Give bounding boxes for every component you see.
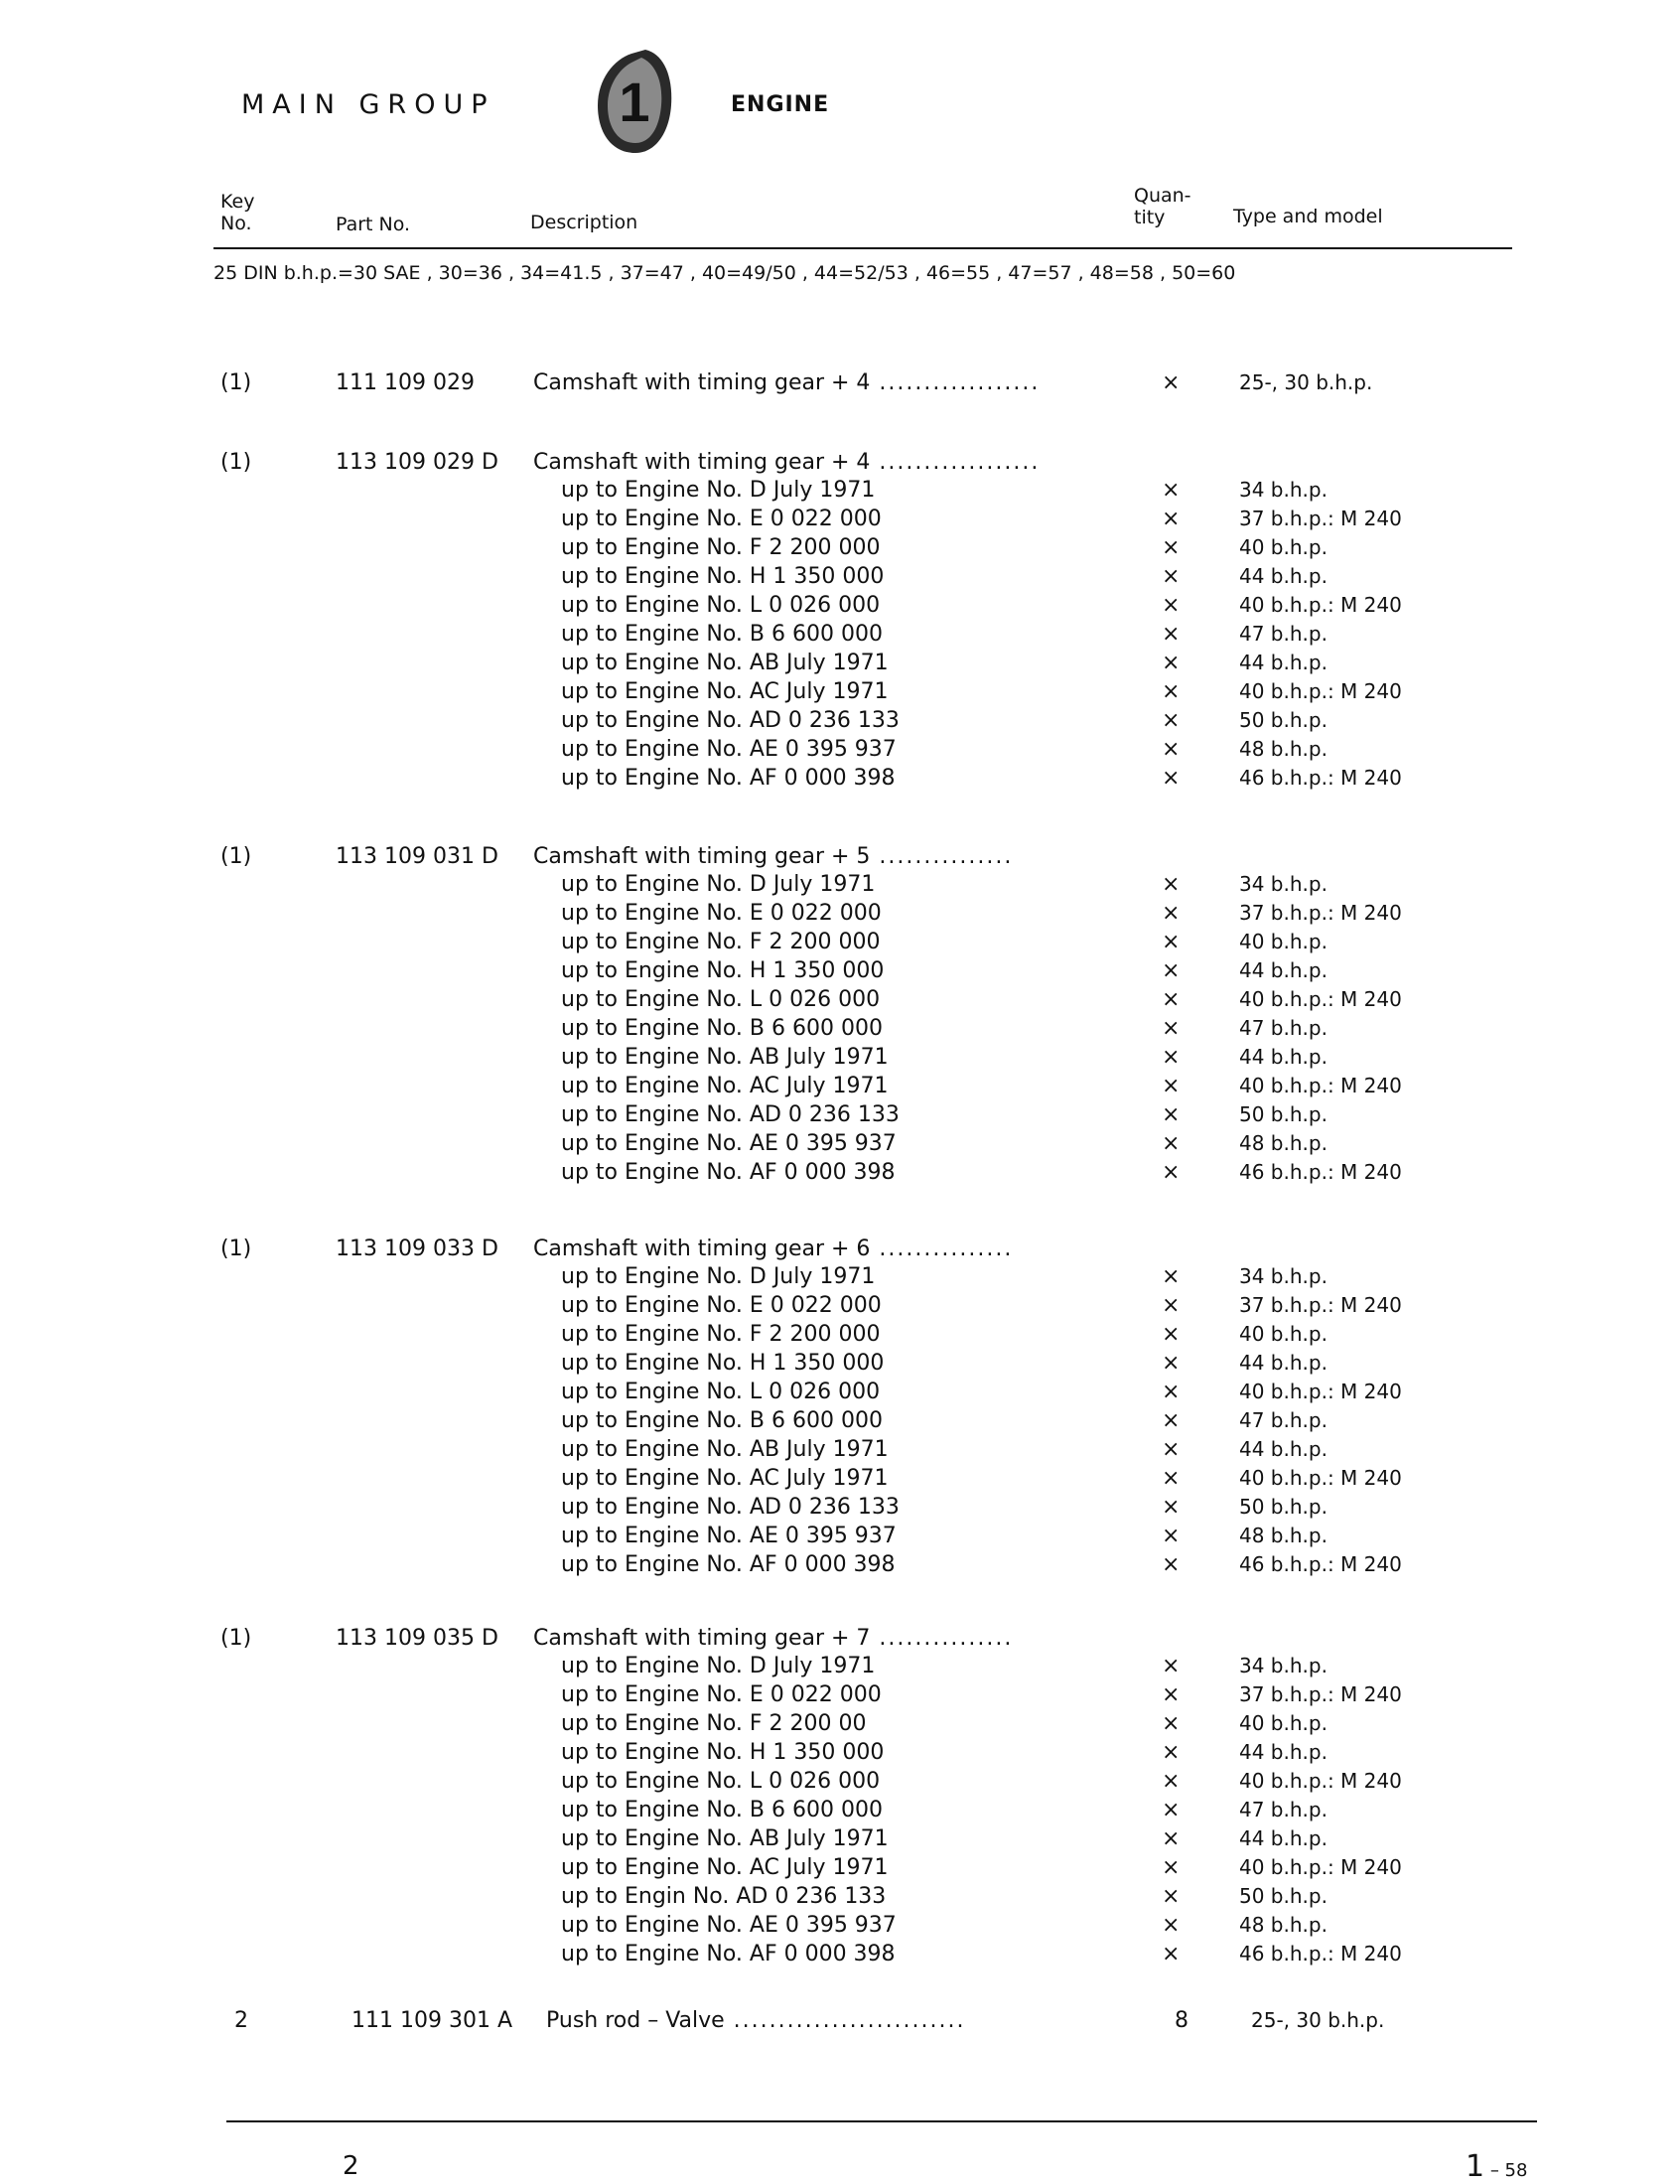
part-number: 113 109 029 D (336, 450, 498, 475)
engine-range: up to Engine No. AF 0 000 398 (561, 766, 896, 791)
sub-row (0, 564, 1680, 594)
quantity: × (1162, 564, 1181, 589)
sub-row (0, 1380, 1680, 1409)
engine-range: up to Engine No. D July 1971 (561, 1654, 876, 1678)
quantity: × (1162, 1437, 1181, 1462)
sub-row (0, 1131, 1680, 1161)
engine-range: up to Engine No. E 0 022 000 (561, 901, 882, 926)
col-quantity: Quan- tity (1134, 185, 1191, 228)
sub-row (0, 1682, 1680, 1712)
engine-range: up to Engine No. F 2 200 000 (561, 535, 881, 560)
type-model: 40 b.h.p.: M 240 (1239, 1855, 1402, 1879)
engine-range: up to Engin No. AD 0 236 133 (561, 1884, 887, 1909)
quantity: × (1162, 1495, 1181, 1520)
engine-range: up to Engine No. H 1 350 000 (561, 1740, 885, 1765)
group-badge-icon (592, 46, 677, 161)
engine-range: up to Engine No. H 1 350 000 (561, 564, 885, 589)
type-model: 46 b.h.p.: M 240 (1239, 1160, 1402, 1184)
engine-range: up to Engine No. AC July 1971 (561, 679, 889, 704)
engine-range: up to Engine No. E 0 022 000 (561, 507, 882, 531)
sub-row (0, 1884, 1680, 1914)
quantity: × (1162, 1351, 1181, 1376)
sub-row (0, 1102, 1680, 1132)
engine-range: up to Engine No. F 2 200 000 (561, 1322, 881, 1347)
quantity: × (1162, 1654, 1181, 1678)
type-model: 40 b.h.p.: M 240 (1239, 679, 1402, 703)
sub-row (0, 1293, 1680, 1323)
header-rule (213, 247, 1512, 249)
type-model: 50 b.h.p. (1239, 1495, 1328, 1519)
type-model: 44 b.h.p. (1239, 1740, 1328, 1764)
engine-range: up to Engine No. B 6 600 000 (561, 1408, 883, 1433)
sub-row (0, 651, 1680, 680)
sub-row (0, 1495, 1680, 1525)
engine-range: up to Engine No. AE 0 395 937 (561, 1524, 897, 1548)
sub-row (0, 1826, 1680, 1856)
engine-range: up to Engine No. AC July 1971 (561, 1074, 889, 1098)
quantity: × (1162, 1855, 1181, 1880)
quantity: × (1162, 622, 1181, 647)
parts-row (0, 844, 1680, 874)
quantity: × (1162, 901, 1181, 926)
quantity: × (1162, 593, 1181, 618)
section-title: ENGINE (731, 92, 830, 117)
key-no: (1) (220, 844, 252, 869)
quantity: × (1162, 1016, 1181, 1041)
quantity: × (1162, 370, 1181, 395)
type-model: 44 b.h.p. (1239, 651, 1328, 674)
quantity: × (1162, 1131, 1181, 1156)
engine-range: up to Engine No. B 6 600 000 (561, 622, 883, 647)
sub-row (0, 1740, 1680, 1770)
type-model: 40 b.h.p. (1239, 535, 1328, 559)
engine-range: up to Engine No. L 0 026 000 (561, 593, 881, 618)
type-model: 47 b.h.p. (1239, 1408, 1328, 1432)
type-model: 50 b.h.p. (1239, 1884, 1328, 1908)
quantity: × (1162, 1740, 1181, 1765)
engine-range: up to Engine No. AD 0 236 133 (561, 1495, 900, 1520)
type-model: 40 b.h.p.: M 240 (1239, 593, 1402, 617)
engine-range: up to Engine No. AC July 1971 (561, 1466, 889, 1491)
quantity: × (1162, 651, 1181, 675)
part-number: 111 109 029 (336, 370, 475, 395)
engine-range: up to Engine No. AB July 1971 (561, 1826, 889, 1851)
engine-range: up to Engine No. AF 0 000 398 (561, 1160, 896, 1185)
engine-range: up to Engine No. D July 1971 (561, 872, 876, 897)
engine-range: up to Engine No. AB July 1971 (561, 651, 889, 675)
sub-row (0, 958, 1680, 988)
engine-range: up to Engine No. AD 0 236 133 (561, 708, 900, 733)
engine-range: up to Engine No. F 2 200 00 (561, 1711, 867, 1736)
sub-row (0, 708, 1680, 738)
quantity: 8 (1175, 2008, 1189, 2033)
quantity: × (1162, 478, 1181, 503)
type-model: 40 b.h.p.: M 240 (1239, 987, 1402, 1011)
quantity: × (1162, 535, 1181, 560)
type-model: 37 b.h.p.: M 240 (1239, 1293, 1402, 1317)
engine-range: up to Engine No. L 0 026 000 (561, 1769, 881, 1794)
quantity: × (1162, 1884, 1181, 1909)
type-model: 48 b.h.p. (1239, 1131, 1328, 1155)
type-model: 40 b.h.p.: M 240 (1239, 1466, 1402, 1490)
quantity: × (1162, 1913, 1181, 1938)
quantity: × (1162, 1769, 1181, 1794)
key-no: 2 (234, 2008, 248, 2033)
key-no: (1) (220, 1626, 252, 1651)
sub-row (0, 1264, 1680, 1294)
quantity: × (1162, 1826, 1181, 1851)
sub-row (0, 1045, 1680, 1075)
quantity: × (1162, 679, 1181, 704)
type-model: 34 b.h.p. (1239, 478, 1328, 502)
part-number: 111 109 301 A (351, 2008, 513, 2033)
type-model: 25-, 30 b.h.p. (1239, 370, 1373, 394)
quantity: × (1162, 766, 1181, 791)
quantity: × (1162, 1102, 1181, 1127)
sub-row (0, 1855, 1680, 1885)
col-description: Description (530, 212, 638, 233)
quantity: × (1162, 1466, 1181, 1491)
type-model: 40 b.h.p.: M 240 (1239, 1074, 1402, 1097)
quantity: × (1162, 1074, 1181, 1098)
engine-range: up to Engine No. L 0 026 000 (561, 1380, 881, 1404)
type-model: 48 b.h.p. (1239, 737, 1328, 761)
sub-row (0, 1552, 1680, 1582)
key-no: (1) (220, 450, 252, 475)
quantity: × (1162, 1160, 1181, 1185)
sub-row (0, 872, 1680, 902)
engine-range: up to Engine No. L 0 026 000 (561, 987, 881, 1012)
sub-row (0, 1942, 1680, 1971)
col-key-no: Key No. (220, 191, 255, 234)
type-model: 34 b.h.p. (1239, 1264, 1328, 1288)
engine-range: up to Engine No. F 2 200 000 (561, 930, 881, 954)
type-model: 37 b.h.p.: M 240 (1239, 901, 1402, 925)
part-number: 113 109 035 D (336, 1626, 498, 1651)
type-model: 46 b.h.p.: M 240 (1239, 766, 1402, 790)
engine-range: up to Engine No. E 0 022 000 (561, 1682, 882, 1707)
description: Camshaft with timing gear + 7 ............... (533, 1626, 1014, 1651)
quantity: × (1162, 1552, 1181, 1577)
part-number: 113 109 033 D (336, 1237, 498, 1261)
main-group-title: MAIN GROUP (241, 89, 495, 120)
sub-row (0, 1160, 1680, 1190)
parts-row (0, 450, 1680, 480)
sub-row (0, 1322, 1680, 1352)
engine-range: up to Engine No. B 6 600 000 (561, 1798, 883, 1822)
type-model: 50 b.h.p. (1239, 708, 1328, 732)
description: Camshaft with timing gear + 4 .................. (533, 370, 1041, 395)
parts-row (0, 1626, 1680, 1656)
quantity: × (1162, 987, 1181, 1012)
type-model: 44 b.h.p. (1239, 1437, 1328, 1461)
quantity: × (1162, 1045, 1181, 1070)
description: Camshaft with timing gear + 6 ............... (533, 1237, 1014, 1261)
type-model: 25-, 30 b.h.p. (1251, 2008, 1385, 2032)
type-model: 48 b.h.p. (1239, 1913, 1328, 1937)
parts-row (0, 2008, 1680, 2038)
quantity: × (1162, 958, 1181, 983)
sub-row (0, 930, 1680, 959)
key-no: (1) (220, 1237, 252, 1261)
type-model: 44 b.h.p. (1239, 1351, 1328, 1375)
sub-row (0, 1016, 1680, 1046)
sub-row (0, 901, 1680, 931)
description: Push rod – Valve .......................... (546, 2008, 966, 2033)
engine-range: up to Engine No. D July 1971 (561, 478, 876, 503)
sub-row (0, 507, 1680, 536)
engine-range: up to Engine No. AC July 1971 (561, 1855, 889, 1880)
key-no: (1) (220, 370, 252, 395)
sub-row (0, 593, 1680, 623)
type-model: 47 b.h.p. (1239, 622, 1328, 646)
sub-row (0, 766, 1680, 796)
quantity: × (1162, 1682, 1181, 1707)
sub-row (0, 622, 1680, 652)
type-model: 44 b.h.p. (1239, 1045, 1328, 1069)
engine-range: up to Engine No. AE 0 395 937 (561, 1131, 897, 1156)
type-model: 47 b.h.p. (1239, 1798, 1328, 1821)
engine-range: up to Engine No. AB July 1971 (561, 1045, 889, 1070)
type-model: 40 b.h.p. (1239, 1711, 1328, 1735)
type-model: 34 b.h.p. (1239, 872, 1328, 896)
engine-range: up to Engine No. AB July 1971 (561, 1437, 889, 1462)
quantity: × (1162, 930, 1181, 954)
engine-range: up to Engine No. AD 0 236 133 (561, 1102, 900, 1127)
quantity: × (1162, 1293, 1181, 1318)
engine-range: up to Engine No. E 0 022 000 (561, 1293, 882, 1318)
sub-row (0, 1913, 1680, 1943)
type-model: 40 b.h.p.: M 240 (1239, 1380, 1402, 1403)
sub-row (0, 478, 1680, 508)
type-model: 44 b.h.p. (1239, 958, 1328, 982)
sub-row (0, 1524, 1680, 1553)
sub-row (0, 987, 1680, 1017)
type-model: 48 b.h.p. (1239, 1524, 1328, 1547)
sub-row (0, 1798, 1680, 1827)
parts-row (0, 1237, 1680, 1266)
quantity: × (1162, 1798, 1181, 1822)
footer-mark: 2 (343, 2151, 359, 2181)
type-model: 37 b.h.p.: M 240 (1239, 1682, 1402, 1706)
type-model: 40 b.h.p. (1239, 1322, 1328, 1346)
engine-range: up to Engine No. AE 0 395 937 (561, 1913, 897, 1938)
engine-range: up to Engine No. B 6 600 000 (561, 1016, 883, 1041)
sub-row (0, 1654, 1680, 1683)
col-type-model: Type and model (1233, 206, 1383, 227)
quantity: × (1162, 1322, 1181, 1347)
quantity: × (1162, 737, 1181, 762)
type-model: 34 b.h.p. (1239, 1654, 1328, 1677)
quantity: × (1162, 1524, 1181, 1548)
group-number: 1 (619, 71, 650, 133)
type-model: 47 b.h.p. (1239, 1016, 1328, 1040)
sub-row (0, 1351, 1680, 1381)
sub-row (0, 1074, 1680, 1103)
quantity: × (1162, 507, 1181, 531)
type-model: 44 b.h.p. (1239, 1826, 1328, 1850)
quantity: × (1162, 708, 1181, 733)
type-model: 46 b.h.p.: M 240 (1239, 1552, 1402, 1576)
quantity: × (1162, 872, 1181, 897)
sub-row (0, 737, 1680, 767)
col-part-no: Part No. (336, 214, 411, 235)
engine-range: up to Engine No. H 1 350 000 (561, 1351, 885, 1376)
type-model: 46 b.h.p.: M 240 (1239, 1942, 1402, 1966)
type-model: 50 b.h.p. (1239, 1102, 1328, 1126)
type-model: 37 b.h.p.: M 240 (1239, 507, 1402, 530)
sub-row (0, 1408, 1680, 1438)
engine-range: up to Engine No. AE 0 395 937 (561, 737, 897, 762)
type-model: 44 b.h.p. (1239, 564, 1328, 588)
footer-rule (226, 2120, 1537, 2122)
engine-range: up to Engine No. AF 0 000 398 (561, 1552, 896, 1577)
sub-row (0, 1711, 1680, 1741)
description: Camshaft with timing gear + 5 ............... (533, 844, 1014, 869)
parts-row (0, 370, 1680, 400)
engine-range: up to Engine No. D July 1971 (561, 1264, 876, 1289)
engine-range: up to Engine No. AF 0 000 398 (561, 1942, 896, 1966)
sub-row (0, 1769, 1680, 1799)
quantity: × (1162, 1380, 1181, 1404)
type-model: 40 b.h.p.: M 240 (1239, 1769, 1402, 1793)
quantity: × (1162, 1264, 1181, 1289)
quantity: × (1162, 1942, 1181, 1966)
engine-range: up to Engine No. H 1 350 000 (561, 958, 885, 983)
sub-row (0, 679, 1680, 709)
sub-row (0, 1437, 1680, 1467)
conversion-note: 25 DIN b.h.p.=30 SAE , 30=36 , 34=41.5 , 37=47 , 40=49/50 , 44=52/53 , 46=55 , 47=57 , 48=58 , 50=60 (213, 262, 1236, 284)
part-number: 113 109 031 D (336, 844, 498, 869)
quantity: × (1162, 1408, 1181, 1433)
sub-row (0, 1466, 1680, 1496)
sub-row (0, 535, 1680, 565)
page-number: 1 – 58 (1466, 2149, 1528, 2184)
type-model: 40 b.h.p. (1239, 930, 1328, 953)
quantity: × (1162, 1711, 1181, 1736)
description: Camshaft with timing gear + 4 .................. (533, 450, 1041, 475)
